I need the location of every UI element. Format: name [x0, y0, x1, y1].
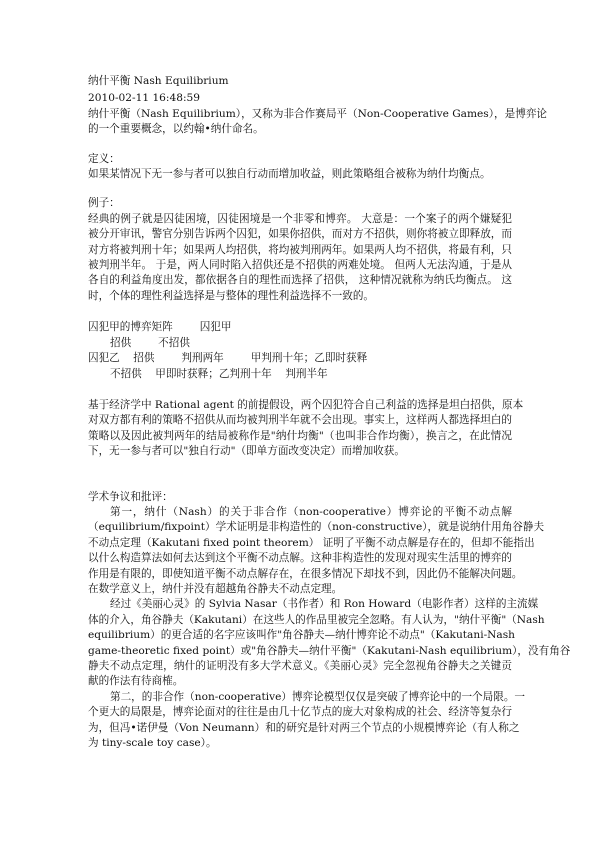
- critique-p1-line: （equilibrium/fixpoint）学术证明是非构造性的（non-constructive），就是说纳什用角谷静夫: [88, 521, 545, 534]
- intro-line: 的一个重要概念，以约翰•纳什命名。: [88, 123, 264, 136]
- critique-p3-line: 为 tiny-scale toy case）。: [88, 737, 217, 750]
- critique-p1-line: 不动点定理（Kakutani fixed point theorem） 证明了平衡不动点解是存在的，但却不能指出: [88, 536, 535, 549]
- rational-line: 策略以及因此被判两年的结局被称作是"纳什均衡"（也叫非合作均衡），换言之，在此情况: [88, 429, 512, 442]
- intro-line: 纳什平衡（Nash Equilibrium），又称为非合作赛局平（Non-Cooperative Games），是博弈论: [88, 107, 548, 120]
- critique-p2-line: equilibrium）的更合适的名字应该叫作"角谷静夫—纳什博弈论不动点"（Kakutani-Nash: [88, 629, 516, 642]
- matrix-row-silent: 不招供 甲即时获释；乙判刑十年 判刑半年: [110, 367, 328, 380]
- example-line: 时，个体的理性利益选择是与整体的理性利益选择不一致的。: [88, 289, 375, 302]
- definition-text: 如果某情况下无一参与者可以独自行动而增加收益，则此策略组合被称为纳什均衡点。: [88, 168, 491, 181]
- critique-p3-line: 个更大的局限是，博弈论面对的往往是由几十亿节点的庞大对象构成的社会、经济等复杂行: [88, 706, 512, 719]
- example-heading: 例子：: [88, 197, 120, 210]
- matrix-col-header: 招供 不招供: [110, 336, 190, 349]
- example-line: 经典的例子就是囚徒困境，囚徒困境是一个非零和博弈。 大意是：一个案子的两个嫌疑犯: [88, 212, 512, 225]
- critique-p1-line: 作用是有限的，即使知道平衡不动点解存在，在很多情况下却找不到，因此仍不能解决问题。: [88, 567, 523, 580]
- definition-heading: 定义：: [88, 152, 120, 165]
- example-line: 被判刑半年。 于是，两人同时陷入招供还是不招供的两难处境。 但两人无法沟通，于是从: [88, 259, 512, 272]
- doc-title: 纳什平衡 Nash Equilibrium: [88, 75, 229, 87]
- critique-p3-line: 为，但冯•诺伊曼（Von Neumann）和的研究是针对两三个节点的小规模博弈论（有人称之: [88, 721, 520, 734]
- rational-line: 对双方都有利的策略不招供从而均被判刑半年就不会出现。事实上，这样两人都选择坦白的: [88, 414, 512, 427]
- critique-p1-line: 以什么构造算法如何去达到这个平衡不动点解。这种非构造性的发现对现实生活里的博弈的: [88, 552, 512, 565]
- matrix-row-confess: 囚犯乙 招供 判刑两年 甲判刑十年；乙即时获释: [88, 352, 368, 365]
- critique-p3-line: 第二，的非合作（non-cooperative）博弈论模型仅仅是突破了博弈论中的一个局限。一: [110, 690, 526, 703]
- rational-line: 基于经济学中 Rational agent 的前提假设，两个囚犯符合自己利益的选择是坦白招供，原本: [88, 398, 524, 411]
- example-line: 对方将被判刑十年；如果两人均招供，将均被判刑两年。如果两人均不招供，将最有利，只: [88, 243, 512, 256]
- matrix-heading: 囚犯甲的博弈矩阵 囚犯甲: [88, 321, 232, 334]
- rational-line: 下，无一参与者可以"独自行动"（即单方面改变决定）而增加收获。: [88, 445, 405, 458]
- critique-p1-line: 第一，纳什（Nash）的关于非合作（non-cooperative）博弈论的平衡不动点解: [110, 505, 512, 518]
- example-line: 被分开审讯，警官分别告诉两个囚犯，如果你招供，而对方不招供，则你将被立即释放，而: [88, 228, 512, 241]
- critique-p2-line: 献的作法有待商榷。: [88, 675, 184, 688]
- critique-heading: 学术争议和批评：: [88, 490, 173, 503]
- critique-p1-line: 在数学意义上，纳什并没有超越角谷静夫不动点定理。: [88, 582, 343, 595]
- critique-p2-line: 体的介入，角谷静夫（Kakutani）在这些人的作品里被完全忽略。有人认为，"纳什平衡"（Nash: [88, 613, 545, 626]
- example-line: 各自的利益角度出发，都依据各自的理性而选择了招供， 这种情况就称为纳氏均衡点。 这: [88, 274, 512, 287]
- doc-timestamp: 2010-02-11 16:48:59: [88, 92, 201, 105]
- critique-p2-line: 经过《美丽心灵》的 Sylvia Nasar（书作者）和 Ron Howard（电影作者）这样的主流媒: [110, 598, 539, 611]
- critique-p2-line: game-theoretic fixed point）或"角谷静夫—纳什平衡"（Kakutani-Nash equilibrium），没有角谷: [88, 644, 571, 657]
- critique-p2-line: 静夫不动点定理，纳什的证明没有多大学术意义。《美丽心灵》完全忽视角谷静夫之关键贡: [88, 660, 512, 672]
